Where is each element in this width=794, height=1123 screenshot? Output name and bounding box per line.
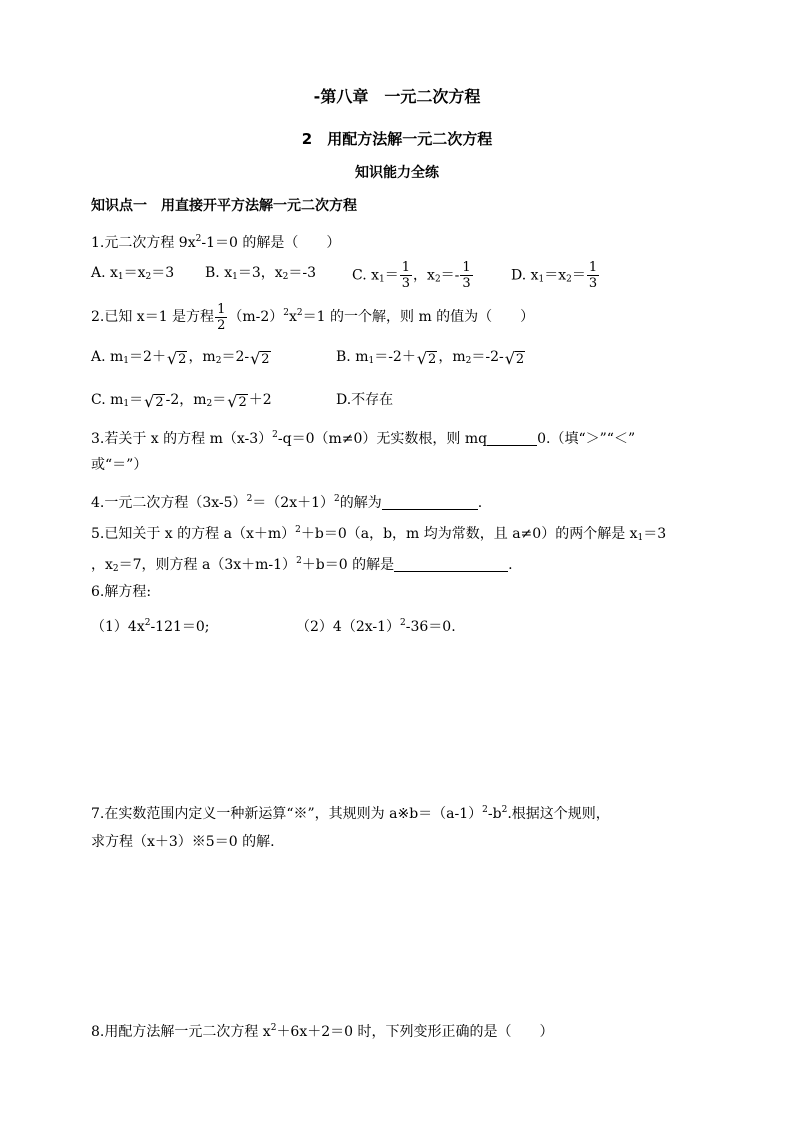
sqrt-symbol: √ 2	[166, 349, 187, 368]
question-1-option-c: C. $x_1=$ $\frac{1}{3}$ ，$x_2=-$ $\frac{1}{3}$	[352, 260, 471, 291]
question-2-option-b: B. $m_1=-2+$ √ 2 ，$m_2=-2-$ √ 2	[336, 349, 525, 368]
fraction-one-third: $\frac{1}{3}$	[462, 260, 471, 291]
question-7-line-2: 求方程（x＋3）※5＝0 的解.	[91, 834, 275, 850]
question-7-line-1: 7.在实数范围内定义一种新运算“※”，其规则为 $a※b=(a-1)^2-b^2$.根据这个规则，	[91, 805, 610, 822]
chapter-title: -第八章 一元二次方程	[313, 87, 481, 106]
question-1-option-b: B. $x_1=3$，$x_2=-3$	[205, 265, 317, 282]
question-2-option-c: C. $m_1=$ √ 2 -2，$m_2=$ √ 2 ＋2	[91, 392, 272, 411]
question-2-option-d: D.不存在	[336, 392, 394, 408]
question-3-line-2: 或“＝”）	[91, 457, 148, 473]
sqrt-symbol: √ 2	[250, 349, 270, 368]
question-2-option-a: A. $m_1=2+$ √ 2 ，$m_2=2-$ √ 2	[91, 349, 270, 368]
question-5-line-1: 5.已知关于 x 的方程 $a(x+m)^2+b=0(a$，b，m 均为常数，且 a≠0）的两个解是 $x_1=3$	[91, 525, 667, 543]
question-2-stem: 2.已知 x＝1 是方程 $\frac{1}{2}$ $(m-2)^2x^2=1$ 的一个解，则 m 的值为（ ）	[91, 301, 535, 333]
sqrt-symbol: √ 2	[144, 392, 164, 411]
fraction-one-third: $\frac{1}{3}$	[401, 260, 411, 291]
question-6-stem: 6.解方程:	[91, 584, 152, 600]
section-title: 2 用配方法解一元二次方程	[301, 130, 493, 148]
sqrt-symbol: √ 2	[227, 392, 247, 411]
question-4: 4.一元二次方程$(3x-5)^2=(2x+1)^2$的解为 .	[91, 494, 483, 511]
question-5-line-2: ，$x_2=7$，则方程 $a(3x+m-1)^2+b=0$ 的解是 .	[91, 556, 513, 574]
question-3-line-1: 3.若关于 x 的方程 $m(x-3)^2-q=0(m\ne 0)$无实数根，则 mq 0.（填“＞”“＜”	[91, 430, 636, 447]
knowledge-point-heading: 知识点一 用直接开平方法解一元二次方程	[91, 198, 357, 214]
fraction-one-third: $\frac{1}{3}$	[588, 260, 598, 291]
answer-blank[interactable]	[487, 431, 537, 446]
question-1-option-a: A. $x_1=x_2=3$	[91, 265, 175, 282]
sqrt-symbol: √ 2	[416, 349, 437, 368]
question-1-option-d: D. $x_1=x_2=$ $\frac{1}{3}$	[511, 260, 598, 291]
practice-heading: 知识能力全练	[355, 165, 439, 181]
question-6-part-1: $(1)4x^2-121=0$;	[91, 618, 210, 635]
answer-blank[interactable]	[382, 495, 478, 510]
question-8-stem: 8.用配方法解一元二次方程 $x^2+6x+2=0$ 时，下列变形正确的是（ ）	[91, 1023, 554, 1040]
fraction-one-half: $\frac{1}{2}$	[217, 301, 226, 333]
answer-blank[interactable]	[394, 557, 508, 572]
sqrt-symbol: √ 2	[504, 349, 525, 368]
question-1-stem: 1.元二次方程 $9x^2-1=0$ 的解是（ ）	[91, 234, 341, 251]
question-6-part-2: $(2)4(2x-1)^2-36=0$.	[296, 618, 456, 635]
